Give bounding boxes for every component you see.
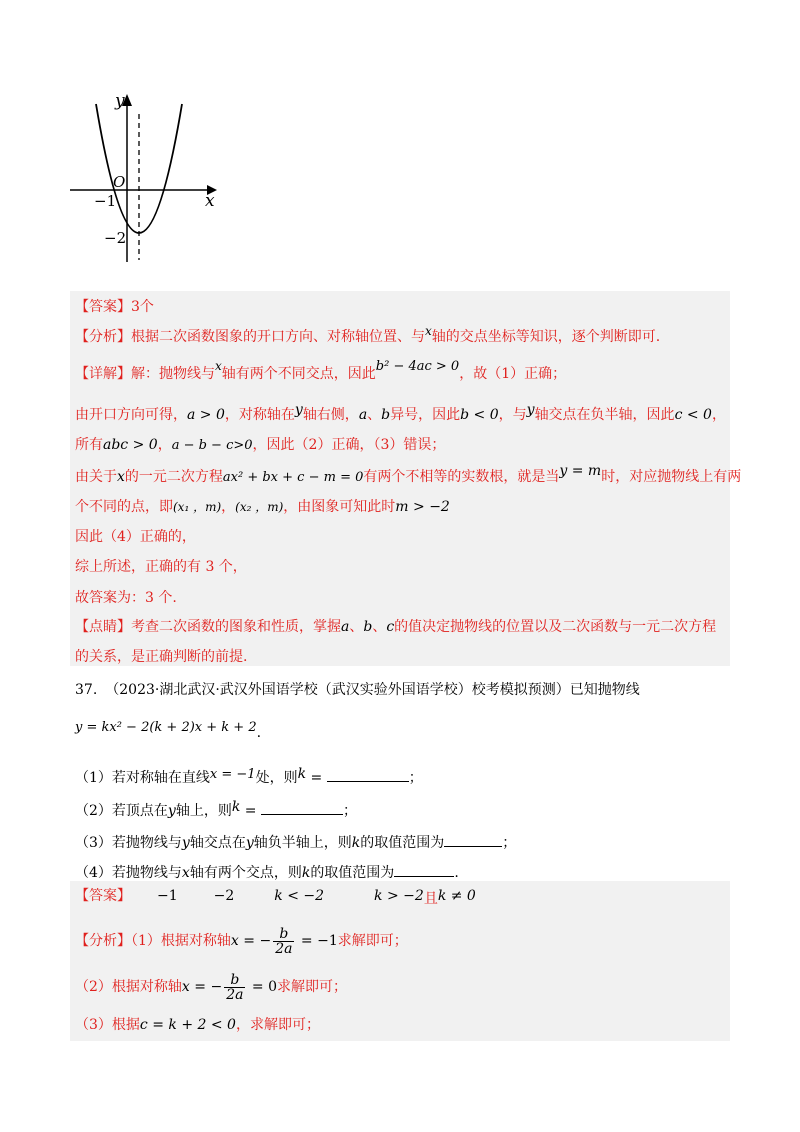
q3-k: k	[351, 835, 361, 851]
d2-y: y	[294, 402, 303, 418]
d2-m4: b < 0	[460, 407, 499, 423]
detail-line-2	[75, 402, 726, 425]
d5-a: 个不同的点，即	[75, 499, 173, 515]
q1-a: （1）若对称轴在直线	[75, 770, 210, 786]
detail1-b: 轴有两个不同交点，因此	[221, 366, 376, 382]
problem-source: （2023·湖北武汉·武汉外国语学校（武汉实验外国语学校）校考模拟预测）已知抛物线	[105, 682, 640, 698]
a2-x: x = −	[181, 979, 223, 995]
detail1-c: ，故（1）正确；	[459, 366, 567, 382]
a2-eq: = 0	[247, 979, 277, 995]
d3-c: ，因此（2）正确，（3）错误；	[252, 437, 446, 453]
detail-line-3	[75, 435, 445, 456]
question-2	[75, 800, 357, 821]
q2-end: ；	[342, 803, 357, 819]
d2-b: ，对称轴在	[224, 407, 295, 423]
d4-b: 的一元二次方程	[124, 469, 223, 485]
q4-k: k	[301, 865, 311, 881]
analysis-line	[75, 324, 661, 347]
origin-label: O	[113, 173, 126, 191]
a2-num: b	[224, 973, 245, 988]
q3-end: ；	[502, 835, 517, 851]
answer-value-1: −1	[157, 888, 178, 904]
d3-m1: abc > 0	[103, 437, 158, 453]
analysis2-line-1	[75, 924, 408, 958]
detail-line-7: 综上所述，正确的有 3 个，	[75, 559, 247, 575]
d2-m1: a > 0	[187, 407, 225, 423]
q1-m: x = −1	[209, 767, 256, 782]
q4-blank[interactable]	[394, 862, 454, 877]
q4-x: x	[181, 865, 190, 881]
c1-m3: c	[386, 619, 395, 635]
q3-y: y	[181, 835, 190, 851]
a1-den: 2a	[275, 940, 293, 957]
d4-m1: ax² + bx + c − m = 0	[222, 470, 364, 485]
d2-y2: y	[526, 402, 535, 418]
d3-a: 所有	[75, 437, 103, 453]
question-1	[75, 767, 423, 789]
q1-blank[interactable]	[327, 767, 409, 782]
comment-tag: 【点睛】	[75, 619, 131, 635]
q4-a: （4）若抛物线与	[75, 865, 182, 881]
d3-m2: a − b − c>0	[171, 438, 253, 453]
analysis-text-a: 根据二次函数图象的开口方向、对称轴位置、与	[131, 329, 425, 345]
a1-num: b	[273, 927, 294, 942]
a2-fraction	[224, 973, 245, 1002]
a1-b: 求解即可；	[337, 933, 408, 949]
d2-c: 轴右侧，	[302, 407, 359, 423]
q3-blank[interactable]	[444, 832, 502, 847]
q3-c: 轴负半轴上，则	[253, 835, 352, 851]
d4-a: 由关于	[75, 469, 117, 485]
detail-line-1	[75, 359, 567, 385]
problem37-source	[75, 680, 640, 700]
question-4	[75, 862, 459, 883]
d3-b: ，	[157, 437, 172, 453]
detail-line-8: 故答案为：3 个.	[75, 590, 177, 606]
q3-b: 轴交点在	[189, 835, 246, 851]
q4-c: 的取值范围为	[310, 865, 395, 881]
d4-m2: y = m	[559, 463, 602, 479]
answer-value-4b: k ≠ 0	[437, 888, 476, 904]
detail1-math: b² − 4ac > 0	[375, 359, 460, 374]
a3-b: ，求解即可；	[235, 1017, 320, 1033]
comment-line-1	[75, 617, 716, 637]
answer2-tag: 【答案】	[75, 888, 131, 904]
d2-h: ，	[711, 407, 726, 423]
c1-a: 考查二次函数的图象和性质，掌握	[131, 619, 341, 635]
y-axis-label: y	[115, 91, 125, 111]
a1-x: x = −	[230, 933, 272, 949]
analysis-x: x	[425, 324, 432, 338]
problem-number: 37.	[75, 682, 98, 698]
d5-b: ，	[221, 499, 236, 515]
detail-line-6: 因此（4）正确的，	[75, 529, 196, 545]
analysis-tag: 【分析】	[75, 329, 131, 345]
d5-m2: (x₂ ，m)	[235, 500, 284, 514]
a1-a: （1）根据对称轴	[131, 933, 231, 949]
answer-value-2: −2	[213, 888, 235, 904]
c1-b: 、	[349, 619, 364, 635]
a1-eq: = −1	[296, 933, 338, 949]
d4-c: 有两个不相等的实数根，就是当	[363, 469, 560, 485]
detail-tag: 【详解】	[75, 366, 131, 382]
answer2-line	[75, 886, 476, 906]
neg2-label: −2	[104, 229, 127, 247]
d2-f: ，与	[498, 407, 527, 423]
q4-end: .	[454, 865, 459, 881]
answer-line	[75, 297, 154, 317]
problem37-equation	[75, 717, 262, 741]
q2-b: 轴上，则	[175, 803, 232, 819]
answer-tag: 【答案】	[75, 299, 131, 315]
c1-c: 、	[372, 619, 387, 635]
q2-y: y	[167, 803, 176, 819]
q2-c: =	[240, 803, 261, 819]
a3-m: c = k + 2 < 0	[139, 1017, 236, 1033]
detail1-x: x	[215, 359, 222, 373]
equation-end: .	[256, 725, 262, 741]
detail1-a: 解：抛物线与	[131, 366, 215, 382]
d2-m5: c < 0	[674, 407, 712, 423]
a3-a: （3）根据	[75, 1017, 140, 1033]
analysis2-line-2	[75, 970, 347, 1004]
c1-m2: b	[363, 619, 373, 635]
d4-d: 时，对应抛物线上有两	[601, 469, 742, 485]
q4-b: 轴有两个交点，则	[189, 865, 302, 881]
analysis2-line-3	[75, 1015, 320, 1035]
answer-value-3: k < −2	[274, 888, 325, 904]
answer-text: 3个	[131, 299, 154, 315]
q3-d: 的取值范围为	[360, 835, 445, 851]
q3-a: （3）若抛物线与	[75, 835, 182, 851]
q3-y2: y	[245, 835, 254, 851]
detail-line-5	[75, 497, 450, 517]
d2-e: 异号，因此	[390, 407, 461, 423]
c1-m1: a	[341, 619, 350, 635]
d5-c: ，由图象可知此时	[283, 499, 396, 515]
x-axis-label: x	[205, 191, 215, 211]
question-3	[75, 832, 516, 853]
q1-c: =	[306, 770, 327, 786]
answer-value-4: k > −2	[374, 888, 424, 904]
d4-x: x	[117, 469, 125, 485]
c1-d: 的值决定抛物线的位置以及二次函数与一元二次方程	[394, 619, 717, 635]
d2-d: 、	[367, 407, 382, 423]
q2-k: k	[231, 799, 241, 815]
d2-m3: b	[381, 407, 391, 423]
answer-and: 且	[423, 891, 438, 907]
d2-m2: a	[358, 407, 368, 423]
parabola-graph	[60, 82, 230, 267]
q1-end: ；	[408, 770, 423, 786]
d2-a: 由开口方向可得，	[75, 407, 187, 423]
analysis2-tag: 【分析】	[75, 933, 131, 949]
comment-line-2: 的关系，是正确判断的前提.	[75, 649, 248, 665]
a2-b: 求解即可；	[277, 979, 347, 995]
q2-blank[interactable]	[261, 800, 343, 815]
d5-m3: m > −2	[395, 499, 450, 515]
a2-a: （2）根据对称轴	[75, 979, 182, 995]
d2-g: 轴交点在负半轴，因此	[534, 407, 675, 423]
d5-m1: (x₁ ，m)	[173, 500, 222, 514]
q1-b: 处，则	[255, 770, 298, 786]
a1-fraction	[273, 927, 294, 956]
analysis-text-b: 轴的交点坐标等知识，逐个判断即可.	[431, 329, 661, 345]
q2-a: （2）若顶点在	[75, 803, 168, 819]
equation: y = kx² − 2(k + 2)x + k + 2	[75, 720, 257, 735]
q1-k: k	[297, 766, 307, 782]
detail-line-4	[75, 463, 742, 488]
a2-den: 2a	[226, 986, 244, 1003]
neg1-label: −1	[94, 192, 117, 210]
